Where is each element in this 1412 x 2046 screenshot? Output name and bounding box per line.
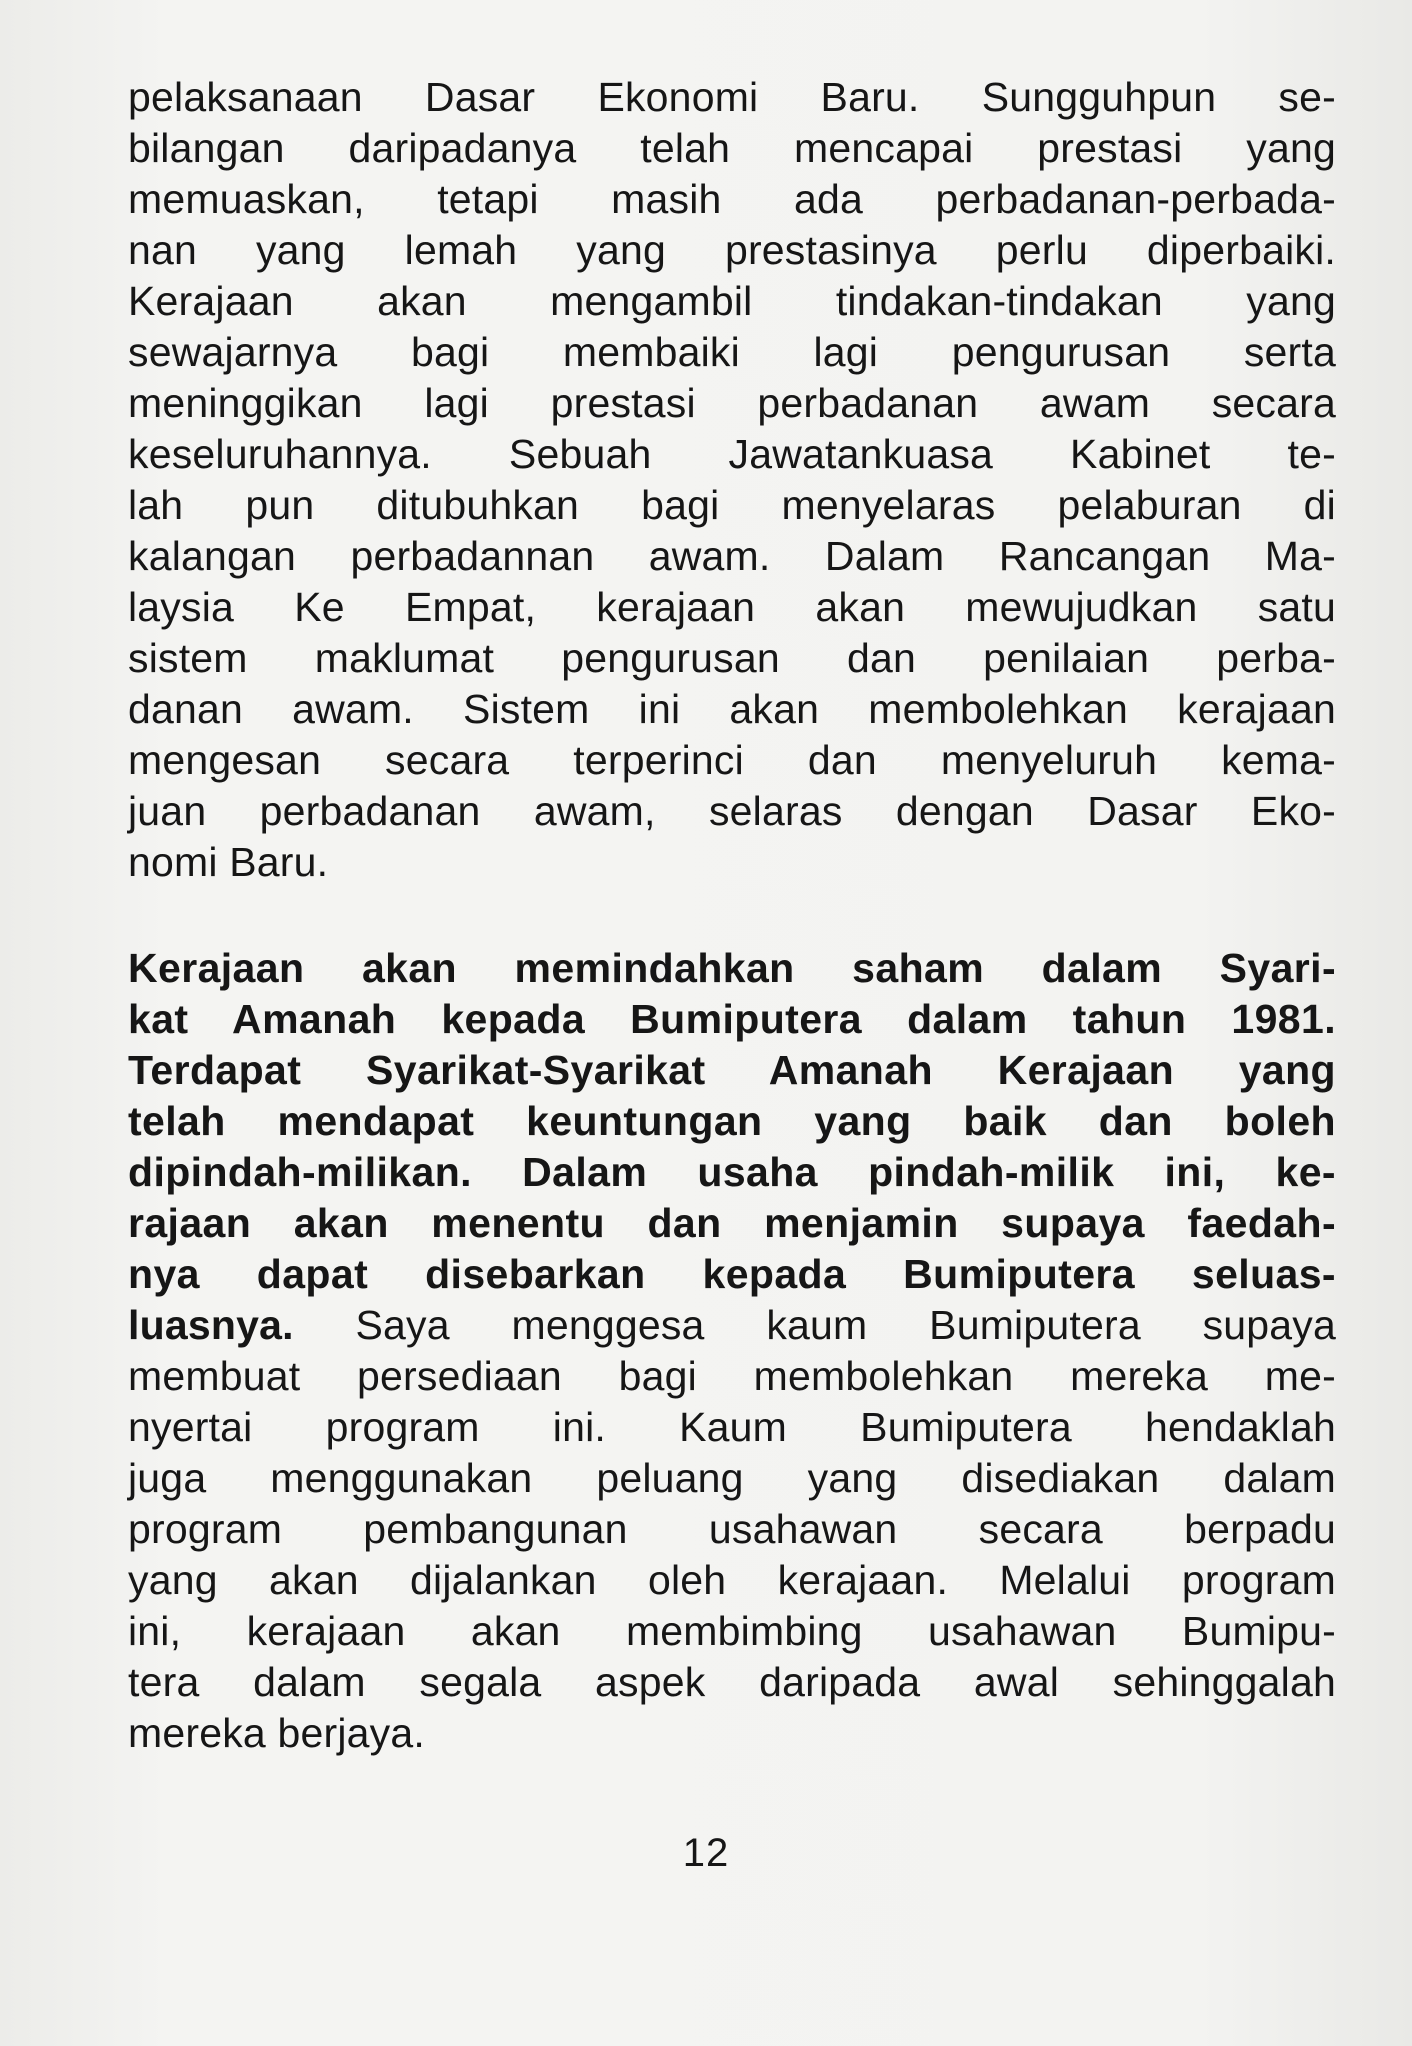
text-line: nomi Baru. xyxy=(128,839,329,885)
text-line: kalangan perbadannan awam. Dalam Rancangan Ma- xyxy=(128,533,1336,579)
regular-segment: Saya menggesa kaum Bumiputera supaya xyxy=(293,1302,1336,1348)
bold-segment: luasnya. xyxy=(128,1302,294,1348)
bold-text-line: telah mendapat keuntungan yang baik dan boleh xyxy=(128,1098,1336,1144)
bold-text-line: Kerajaan akan memindahkan saham dalam Syari- xyxy=(128,945,1336,991)
text-line: juga menggunakan peluang yang disediakan dalam xyxy=(128,1455,1336,1501)
text-line: nyertai program ini. Kaum Bumiputera hendaklah xyxy=(128,1404,1336,1450)
text-line: program pembangunan usahawan secara berpadu xyxy=(128,1506,1336,1552)
text-line: ini, kerajaan akan membimbing usahawan Bumipu- xyxy=(128,1608,1336,1654)
text-line: mereka berjaya. xyxy=(128,1710,425,1756)
text-line: sistem maklumat pengurusan dan penilaian perba- xyxy=(128,635,1336,681)
text-line: tera dalam segala aspek daripada awal sehinggalah xyxy=(128,1659,1336,1705)
text-line: yang akan dijalankan oleh kerajaan. Melalui program xyxy=(128,1557,1336,1603)
text-line: membuat persediaan bagi membolehkan mereka me- xyxy=(128,1353,1336,1399)
text-line: lah pun ditubuhkan bagi menyelaras pelaburan di xyxy=(128,482,1336,528)
text-line: keseluruhannya. Sebuah Jawatankuasa Kabinet te- xyxy=(128,431,1336,477)
text-line: sewajarnya bagi membaiki lagi pengurusan serta xyxy=(128,329,1336,375)
text-line: juan perbadanan awam, selaras dengan Dasar Eko- xyxy=(128,788,1336,834)
bold-text-line: Terdapat Syarikat-Syarikat Amanah Kerajaan yang xyxy=(128,1047,1336,1093)
text-line: meninggikan lagi prestasi perbadanan awam secara xyxy=(128,380,1336,426)
text-line: danan awam. Sistem ini akan membolehkan kerajaan xyxy=(128,686,1336,732)
text-line: nan yang lemah yang prestasinya perlu diperbaiki. xyxy=(128,227,1336,273)
bold-text-line: rajaan akan menentu dan menjamin supaya faedah- xyxy=(128,1200,1336,1246)
text-line: bilangan daripadanya telah mencapai prestasi yang xyxy=(128,125,1336,171)
paragraph-2 xyxy=(128,943,1336,1759)
bold-text-line: nya dapat disebarkan kepada Bumiputera seluas- xyxy=(128,1251,1336,1297)
text-line: laysia Ke Empat, kerajaan akan mewujudkan satu xyxy=(128,584,1336,630)
text-line: Kerajaan akan mengambil tindakan-tindakan yang xyxy=(128,278,1336,324)
mixed-text-line xyxy=(128,1300,1336,1351)
page-number: 12 xyxy=(682,1831,730,1875)
bold-text-line: dipindah-milikan. Dalam usaha pindah-milik ini, ke- xyxy=(128,1149,1336,1195)
paragraph-1 xyxy=(128,72,1336,888)
text-line: memuaskan, tetapi masih ada perbadanan-perbada- xyxy=(128,176,1336,222)
text-line: pelaksanaan Dasar Ekonomi Baru. Sungguhpun se- xyxy=(128,74,1336,120)
bold-text-line: kat Amanah kepada Bumiputera dalam tahun 1981. xyxy=(128,996,1336,1042)
text-line: mengesan secara terperinci dan menyeluruh kema- xyxy=(128,737,1336,783)
